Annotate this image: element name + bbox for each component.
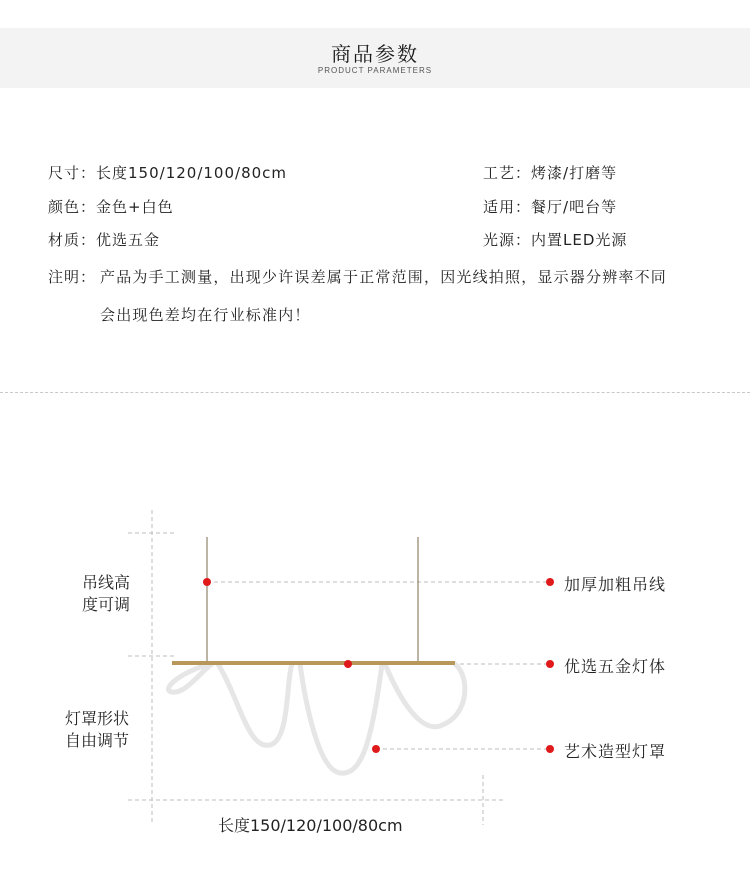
spec-size-value: 长度150/120/100/80cm: [96, 164, 288, 182]
spec-size-label: 尺寸：: [48, 164, 97, 182]
marker-dots: [203, 578, 554, 753]
body-marker-dot: [344, 660, 352, 668]
body-callout-dot: [546, 660, 554, 668]
spec-material-label: 材质：: [48, 231, 97, 249]
wire-callout-label: 加厚加粗吊线: [564, 575, 667, 594]
wire-marker-dot: [203, 578, 211, 586]
shade-shape-label: [57, 708, 137, 752]
spec-light-label: 光源：: [483, 231, 532, 249]
spec-craft-value: 烤漆/打磨等: [531, 164, 618, 182]
spec-material-value: 优选五金: [96, 231, 161, 249]
shade-loop-a: [218, 664, 292, 745]
note-line-1: 产品为手工测量，出现少许误差属于正常范围，因光线拍照，显示器分辨率不同: [100, 268, 668, 286]
wire-height-label: [66, 572, 146, 616]
guide-lines: [128, 510, 548, 825]
spec-applies-value: 餐厅/吧台等: [531, 198, 618, 216]
body-callout-label: 优选五金灯体: [564, 657, 667, 676]
shade-shape-label-line1: 灯罩形状: [64, 709, 129, 728]
spec-light-value: 内置LED光源: [531, 231, 628, 249]
page-title: 商品参数: [331, 42, 419, 66]
lamp-shade: [168, 664, 464, 773]
spec-color-label: 颜色：: [48, 198, 97, 216]
note-line-2: 会出现色差均在行业标准内！: [100, 306, 311, 324]
length-dimension-label: 长度150/120/100/80cm: [218, 816, 403, 835]
spec-color-value: 金色+白色: [96, 198, 174, 216]
shade-callout-dot: [546, 745, 554, 753]
shade-loop-right: [385, 664, 465, 727]
lamp-body-bar: [172, 661, 455, 665]
wire-height-label-line1: 吊线高: [81, 573, 130, 592]
spec-craft-label: 工艺：: [483, 164, 532, 182]
shade-loop-b: [300, 664, 382, 773]
shade-loop-left: [168, 664, 212, 692]
shade-shape-label-line2: 自由调节: [64, 731, 129, 750]
spec-applies-label: 适用：: [483, 198, 532, 216]
wire-height-label-line2: 度可调: [81, 595, 130, 614]
wire-callout-dot: [546, 578, 554, 586]
page-subtitle: PRODUCT PARAMETERS: [317, 66, 433, 75]
note-label: 注明：: [48, 268, 97, 286]
shade-marker-dot: [372, 745, 380, 753]
shade-callout-label: 艺术造型灯罩: [564, 742, 667, 761]
